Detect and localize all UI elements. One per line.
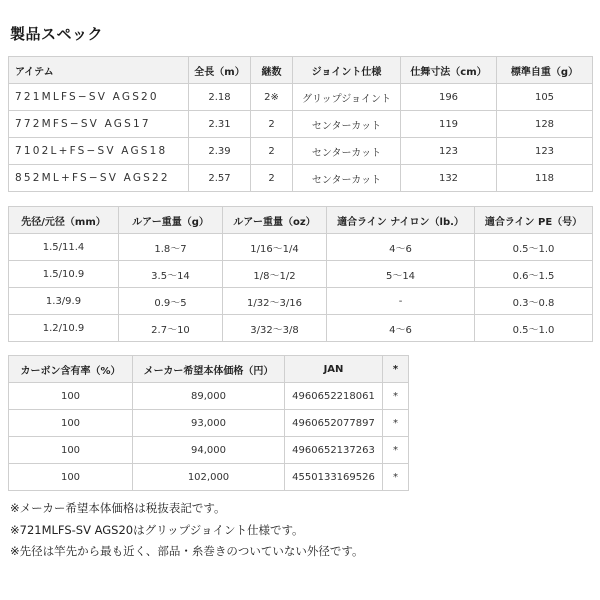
col-header-weight: 標準自重（g） (497, 57, 593, 84)
cell-length: 2.31 (189, 111, 251, 138)
cell-carbon: 100 (9, 437, 133, 464)
cell-lure-oz: 1/8〜1/2 (223, 261, 327, 288)
table-row (9, 261, 593, 288)
cell-joint: センターカット (293, 138, 401, 165)
table-header-row (9, 207, 593, 234)
cell-closed-length: 123 (401, 138, 497, 165)
cell-mark: * (383, 383, 409, 410)
cell-jan: 4960652137263 (285, 437, 383, 464)
col-header-length: 全長（m） (189, 57, 251, 84)
col-header-joint: ジョイント仕様 (293, 57, 401, 84)
table-header-row (9, 57, 593, 84)
col-header-pieces: 継数 (251, 57, 293, 84)
col-header-jan: JAN (285, 356, 383, 383)
cell-item: 721MLFS−SV AGS20 (9, 84, 189, 111)
cell-lure-g: 1.8〜7 (119, 234, 223, 261)
col-header-item: アイテム (9, 57, 189, 84)
table-row (9, 138, 593, 165)
col-header-line-nylon: 適合ライン ナイロン（lb.） (327, 207, 475, 234)
cell-lure-g: 2.7〜10 (119, 315, 223, 342)
cell-tip-butt: 1.2/10.9 (9, 315, 119, 342)
cell-weight: 118 (497, 165, 593, 192)
cell-mark: * (383, 464, 409, 491)
cell-weight: 105 (497, 84, 593, 111)
cell-tip-butt: 1.3/9.9 (9, 288, 119, 315)
cell-line-nylon: - (327, 288, 475, 315)
page-title: 製品スペック (10, 25, 104, 43)
cell-carbon: 100 (9, 383, 133, 410)
cell-price: 89,000 (133, 383, 285, 410)
cell-jan: 4550133169526 (285, 464, 383, 491)
cell-length: 2.18 (189, 84, 251, 111)
cell-lure-g: 3.5〜14 (119, 261, 223, 288)
note-grip-joint: ※721MLFS-SV AGS20はグリップジョイント仕様です。 (10, 522, 304, 537)
cell-pieces: 2 (251, 138, 293, 165)
cell-line-nylon: 5〜14 (327, 261, 475, 288)
col-header-carbon: カーボン含有率（%） (9, 356, 133, 383)
cell-closed-length: 119 (401, 111, 497, 138)
cell-joint: センターカット (293, 165, 401, 192)
cell-line-pe: 0.5〜1.0 (475, 315, 593, 342)
cell-price: 94,000 (133, 437, 285, 464)
table-row (9, 315, 593, 342)
cell-closed-length: 196 (401, 84, 497, 111)
cell-lure-oz: 3/32〜3/8 (223, 315, 327, 342)
cell-weight: 123 (497, 138, 593, 165)
cell-line-pe: 0.3〜0.8 (475, 288, 593, 315)
cell-line-nylon: 4〜6 (327, 315, 475, 342)
col-header-mark: * (383, 356, 409, 383)
cell-length: 2.39 (189, 138, 251, 165)
cell-item: 7102L+FS−SV AGS18 (9, 138, 189, 165)
cell-tip-butt: 1.5/10.9 (9, 261, 119, 288)
note-price: ※メーカー希望本体価格は税抜表記です。 (10, 501, 226, 515)
cell-mark: * (383, 437, 409, 464)
col-header-line-pe: 適合ライン PE（号） (475, 207, 593, 234)
cell-lure-oz: 1/32〜3/16 (223, 288, 327, 315)
table-row (9, 288, 593, 315)
cell-joint: グリップジョイント (293, 84, 401, 111)
col-header-tip-butt: 先径/元径（mm） (9, 207, 119, 234)
cell-pieces: 2 (251, 111, 293, 138)
table-row (9, 165, 593, 192)
cell-item: 772MFS−SV AGS17 (9, 111, 189, 138)
cell-line-pe: 0.6〜1.5 (475, 261, 593, 288)
spec-table-lure-line (8, 206, 593, 342)
cell-line-pe: 0.5〜1.0 (475, 234, 593, 261)
cell-jan: 4960652218061 (285, 383, 383, 410)
notes (10, 498, 363, 563)
table-header-row (9, 356, 409, 383)
col-header-lure-oz: ルアー重量（oz） (223, 207, 327, 234)
table-row (9, 383, 409, 410)
cell-tip-butt: 1.5/11.4 (9, 234, 119, 261)
note-tip-diameter: ※先径は竿先から最も近く、部品・糸巻きのついていない外径です。 (10, 544, 364, 558)
table-row (9, 464, 409, 491)
spec-table-price (8, 355, 409, 491)
cell-lure-oz: 1/16〜1/4 (223, 234, 327, 261)
spec-table-main (8, 56, 593, 192)
cell-pieces: 2 (251, 165, 293, 192)
cell-joint: センターカット (293, 111, 401, 138)
table-row (9, 111, 593, 138)
table-row (9, 84, 593, 111)
table-row (9, 410, 409, 437)
cell-carbon: 100 (9, 410, 133, 437)
cell-item: 852ML+FS−SV AGS22 (9, 165, 189, 192)
cell-closed-length: 132 (401, 165, 497, 192)
cell-lure-g: 0.9〜5 (119, 288, 223, 315)
cell-length: 2.57 (189, 165, 251, 192)
cell-carbon: 100 (9, 464, 133, 491)
cell-line-nylon: 4〜6 (327, 234, 475, 261)
table-row (9, 234, 593, 261)
cell-price: 93,000 (133, 410, 285, 437)
col-header-closed-length: 仕舞寸法（cm） (401, 57, 497, 84)
cell-jan: 4960652077897 (285, 410, 383, 437)
col-header-price: メーカー希望本体価格（円） (133, 356, 285, 383)
table-row (9, 437, 409, 464)
col-header-lure-g: ルアー重量（g） (119, 207, 223, 234)
cell-weight: 128 (497, 111, 593, 138)
cell-mark: * (383, 410, 409, 437)
cell-pieces: 2※ (251, 84, 293, 111)
cell-price: 102,000 (133, 464, 285, 491)
